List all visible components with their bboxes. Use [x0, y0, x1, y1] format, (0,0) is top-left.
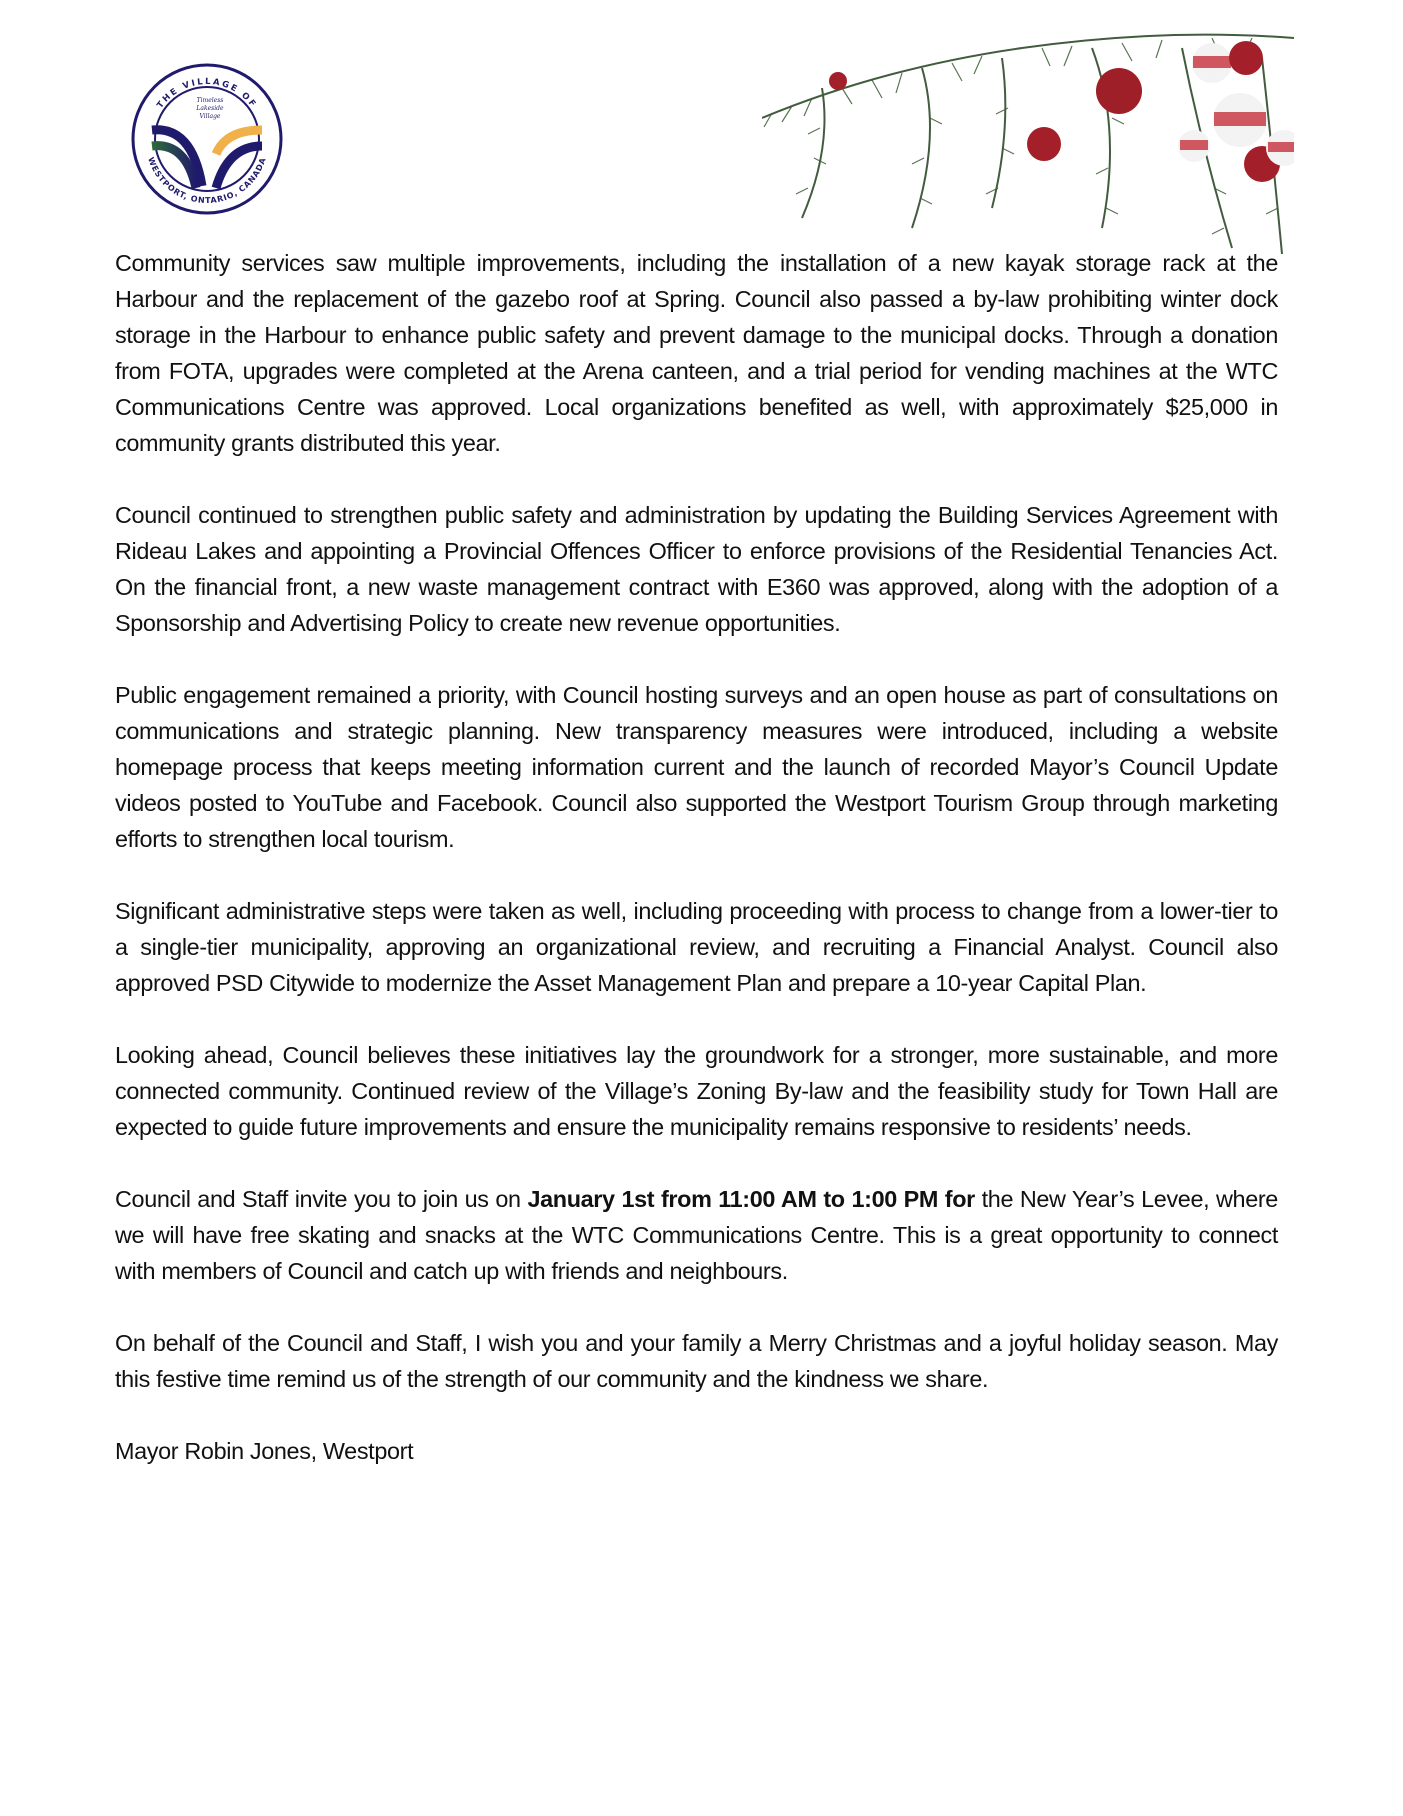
village-of-westport-logo [130, 62, 284, 216]
svg-text:Village: Village [199, 113, 221, 120]
svg-text:Lakeside: Lakeside [196, 105, 224, 112]
paragraph-public-engagement: Public engagement remained a priority, with Council hosting surveys and an open house as part of consultations on communications and strategic planning. New transparency measures were introduced, including a website homepage process that keeps meeting information current and the launch of recorded Mayor’s Council Update videos posted to YouTube and Facebook. Council also supported the Westport Tourism Group through marketing efforts to strengthen local tourism. [115, 682, 1278, 852]
paragraph-levee-invitation [115, 1181, 1278, 1289]
paragraph-community-services: Community services saw multiple improvements, including the installation of a new kayak storage rack at the Harbour and the replacement of the gazebo roof at Spring. Council also passed a by-law prohibiting winter dock storage in the Harbour to enhance public safety and prevent damage to the municipal docks. Through a donation from FOTA, upgrades were completed at the Arena canteen, and a trial period for vending machines at the WTC Communications Centre was approved. Local organizations benefited as well, with approximately $25,000 in community grants distributed this year. [115, 250, 1278, 456]
svg-text:THE VILLAGE OF: THE VILLAGE OF [155, 76, 259, 111]
paragraph-holiday-greeting: On behalf of the Council and Staff, I wish you and your family a Merry Christmas and a joyful holiday season. May this festive time remind us of the strength of our community and the kindness we share. [115, 1330, 1278, 1392]
signature: Mayor Robin Jones, Westport [115, 1438, 414, 1464]
svg-text:WESTPORT, ONTARIO, CANADA: WESTPORT, ONTARIO, CANADA [146, 156, 268, 206]
letter-body [115, 245, 1278, 1505]
paragraph-public-safety: Council continued to strengthen public safety and administration by updating the Building Services Agreement with Rideau Lakes and appointing a Provincial Offences Officer to enforce provisions of the Residential Tenancies Act. On the financial front, a new waste management contract with E360 was approved, along with the adoption of a Sponsorship and Advertising Policy to create new revenue opportunities. [115, 502, 1278, 636]
svg-text:Timeless: Timeless [196, 97, 224, 104]
ornaments [829, 41, 1294, 182]
christmas-garland-image [762, 28, 1294, 254]
paragraph-administrative-steps: Significant administrative steps were taken as well, including proceeding with process to change from a lower-tier to a single-tier municipality, approving an organizational review, and recruiting a Financial Analyst. Council also approved PSD Citywide to modernize the Asset Management Plan and prepare a 10-year Capital Plan. [115, 898, 1278, 996]
invitation-date-time: January 1st from 11:00 AM to 1:00 PM for [527, 1186, 975, 1212]
invitation-intro: Council and Staff invite you to join us on [115, 1186, 528, 1212]
paragraph-looking-ahead: Looking ahead, Council believes these initiatives lay the groundwork for a stronger, more sustainable, and more connected community. Continued review of the Village’s Zoning By-law and the feasibility study for Town Hall are expected to guide future improvements and ensure the municipality remains responsive to residents’ needs. [115, 1042, 1278, 1140]
tagline-text [195, 97, 224, 120]
invitation-details: the New Year’s Levee, where we will have free skating and snacks at the WTC Communications Centre. This is a great opportunity to connect with members of Council and catch up with friends and neighbours. [115, 1186, 1278, 1284]
